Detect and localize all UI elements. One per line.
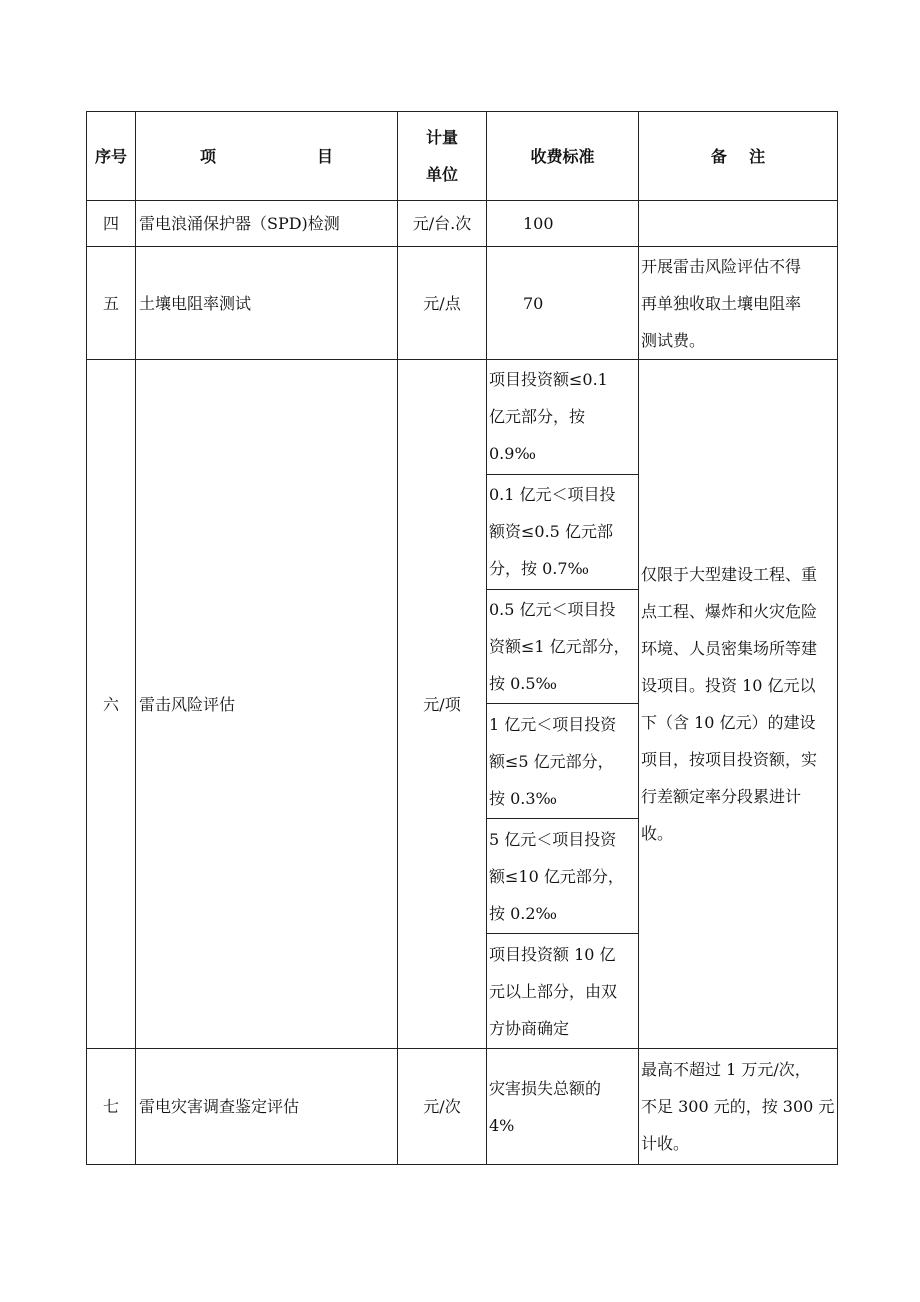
header-item bbox=[136, 112, 398, 201]
remark-line: 仅限于大型建设工程、重 bbox=[641, 565, 818, 584]
row-item: 土壤电阻率测试 bbox=[136, 247, 398, 360]
tier-line: 资额≤1 亿元部分， bbox=[489, 637, 630, 657]
tier-line: 0.9‰ bbox=[489, 444, 536, 464]
header-item-a: 项 bbox=[200, 146, 217, 166]
remark-line: 下（含 10 亿元）的建设 bbox=[641, 713, 816, 732]
header-unit-line2: 单位 bbox=[425, 165, 458, 184]
header-unit bbox=[398, 112, 487, 201]
tier-line: 项目投资额≤0.1 bbox=[489, 370, 608, 390]
remark-line: 环境、人员密集场所等建 bbox=[641, 639, 818, 658]
remark-line: 最高不超过 1 万元/次， bbox=[641, 1060, 811, 1079]
tier-line: 0.5 亿元＜项目投 bbox=[489, 600, 616, 620]
remark-line: 不足 300 元的，按 300 元 bbox=[641, 1097, 835, 1116]
row-remark bbox=[639, 247, 838, 360]
header-row bbox=[87, 112, 838, 201]
remark-line: 点工程、爆炸和火灾危险 bbox=[641, 602, 818, 621]
row-item: 雷击风险评估 bbox=[136, 360, 398, 1049]
standard-tier bbox=[487, 475, 638, 590]
row-standard: 100 bbox=[487, 201, 639, 247]
tier-line: 项目投资额 10 亿 bbox=[489, 944, 616, 964]
tier-line: 元以上部分，由双 bbox=[489, 981, 618, 1001]
row-seq: 五 bbox=[87, 247, 136, 360]
tier-line: 0.1 亿元＜项目投 bbox=[489, 485, 616, 505]
tier-line: 额资≤0.5 亿元部 bbox=[489, 522, 613, 542]
row-standard bbox=[487, 1049, 639, 1165]
row-remark bbox=[639, 360, 838, 1049]
remark-line: 项目，按项目投资额，实 bbox=[641, 750, 818, 769]
header-standard: 收费标准 bbox=[487, 112, 639, 201]
row-unit: 元/点 bbox=[398, 247, 487, 360]
header-item-b: 目 bbox=[316, 146, 333, 166]
remark-line: 行差额定率分段累进计 bbox=[641, 787, 802, 806]
tier-line: 额≤10 亿元部分， bbox=[489, 866, 624, 886]
standard-line: 4% bbox=[489, 1115, 515, 1135]
fee-table bbox=[86, 111, 838, 1165]
standard-tier bbox=[487, 360, 638, 475]
row-seq: 四 bbox=[87, 201, 136, 247]
tier-line: 额≤5 亿元部分， bbox=[489, 751, 614, 771]
row-unit: 元/台.次 bbox=[398, 201, 487, 247]
tier-line: 方协商确定 bbox=[489, 1018, 570, 1038]
header-seq: 序号 bbox=[87, 112, 136, 201]
standard-tier bbox=[487, 704, 638, 819]
tier-line: 5 亿元＜项目投资 bbox=[489, 829, 617, 849]
tier-line: 按 0.5‰ bbox=[489, 674, 558, 694]
standard-line: 灾害损失总额的 bbox=[489, 1078, 602, 1098]
standard-tier bbox=[487, 819, 638, 934]
row-standard-tiers bbox=[487, 360, 639, 1049]
header-remark-b: 注 bbox=[749, 146, 766, 166]
row-remark bbox=[639, 1049, 838, 1165]
tier-line: 亿元部分，按 bbox=[489, 407, 586, 427]
row-remark bbox=[639, 201, 838, 247]
row-unit: 元/次 bbox=[398, 1049, 487, 1165]
tier-line: 按 0.3‰ bbox=[489, 788, 558, 808]
row-item: 雷电灾害调查鉴定评估 bbox=[136, 1049, 398, 1165]
row-unit: 元/项 bbox=[398, 360, 487, 1049]
tier-line: 分，按 0.7‰ bbox=[489, 559, 590, 579]
row-seq: 七 bbox=[87, 1049, 136, 1165]
remark-line: 设项目。投资 10 亿元以 bbox=[641, 676, 816, 695]
remark-line: 再单独收取土壤电阻率 bbox=[641, 293, 802, 313]
table-row bbox=[87, 201, 838, 247]
header-remark-a: 备 bbox=[710, 146, 727, 166]
row-seq: 六 bbox=[87, 360, 136, 1049]
remark-line: 收。 bbox=[641, 824, 674, 843]
standard-tier bbox=[487, 934, 638, 1048]
table-row bbox=[87, 1049, 838, 1165]
remark-line: 测试费。 bbox=[641, 330, 706, 350]
standard-tier bbox=[487, 590, 638, 705]
row-standard: 70 bbox=[487, 247, 639, 360]
tier-line: 1 亿元＜项目投资 bbox=[489, 714, 617, 734]
row-item: 雷电浪涌保护器（SPD)检测 bbox=[136, 201, 398, 247]
table-row bbox=[87, 247, 838, 360]
header-unit-line1: 计量 bbox=[425, 128, 458, 147]
header-remark bbox=[639, 112, 838, 201]
remark-line: 计收。 bbox=[641, 1134, 690, 1153]
tier-line: 按 0.2‰ bbox=[489, 903, 558, 923]
remark-line: 开展雷击风险评估不得 bbox=[641, 256, 802, 276]
table-row bbox=[87, 360, 838, 1049]
